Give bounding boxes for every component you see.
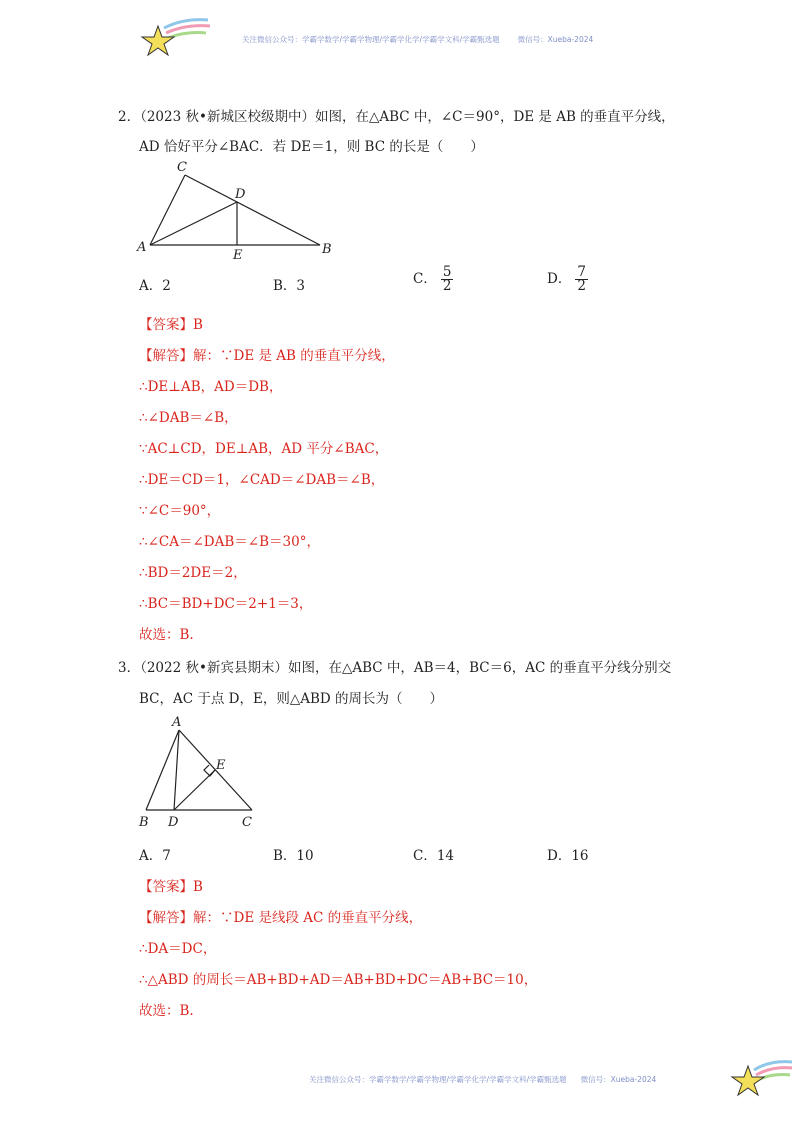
label-e: E (216, 758, 226, 773)
q2-option-a: A．2 (139, 278, 171, 294)
footer-text: 关注微信公众号：学霸学数学/学霸学物理/学霸学化学/学霸学文科/学霸甄选题 微信号：Xueba-2024 (309, 1075, 657, 1084)
q3-option-c: C．14 (413, 848, 455, 864)
shooting-star-logo-icon (730, 1054, 794, 1098)
q3-stem-line1: 3．（2022 秋•新宾县期末）如图，在△ABC 中，AB＝4，BC＝6，AC 的垂直平分线分别交 (118, 660, 672, 676)
q2-solution-line: ∴∠DAB＝∠B， (139, 410, 238, 426)
q2-solution-line: ∴DE＝CD＝1，∠CAD＝∠DAB＝∠B， (139, 472, 385, 488)
q3-option-a: A．7 (139, 848, 171, 864)
label-c: C (242, 815, 252, 830)
q2-solution-line: ∴∠CA＝∠DAB＝∠B＝30°， (139, 534, 320, 550)
q2-option-c: C． $\frac{5}{2}$ (413, 264, 452, 294)
q2-solution-line: ∵∠C＝90°， (139, 503, 221, 519)
label-b: B (322, 242, 332, 257)
q2-stem-line2: AD 恰好平分∠BAC．若 DE＝1，则 BC 的长是（ ） (139, 139, 484, 155)
q3-answer: 【答案】B (139, 879, 203, 895)
q3-solution-line: 【解答】解：∵DE 是线段 AC 的垂直平分线， (139, 910, 423, 926)
header-text: 关注微信公众号：学霸学数学/学霸学物理/学霸学化学/学霸学文科/学霸甄选题 微信号：Xueba-2024 (242, 35, 594, 44)
q2-stem-line1: 2．（2023 秋•新城区校级期中）如图，在△ABC 中，∠C＝90°，DE 是 AB 的垂直平分线， (118, 109, 675, 125)
q2-solution-line: ∴DE⊥AB，AD＝DB， (139, 379, 283, 395)
shooting-star-logo-icon (140, 14, 212, 58)
q2-triangle-figure (130, 155, 350, 265)
label-d: D (235, 187, 246, 202)
q2-solution-line: ∵AC⊥CD，DE⊥AB，AD 平分∠BAC， (139, 441, 389, 457)
q3-solution-line: ∴△ABD 的周长＝AB+BD+AD＝AB+BD+DC＝AB+BC＝10， (139, 972, 538, 988)
label-e: E (233, 248, 243, 263)
label-a: A (172, 715, 182, 730)
q2-solution-line: ∴BD＝2DE＝2， (139, 565, 247, 581)
q3-triangle-figure (130, 712, 280, 834)
q2-solution-line: 故选：B. (139, 627, 194, 643)
q3-option-d: D．16 (547, 848, 589, 864)
q2-option-d: D． $\frac{7}{2}$ (547, 264, 586, 294)
q3-solution-line: 故选：B. (139, 1003, 194, 1019)
q2-solution-line: 【解答】解：∵DE 是 AB 的垂直平分线， (139, 348, 395, 364)
q3-option-b: B．10 (273, 848, 314, 864)
q3-stem-line2: BC，AC 于点 D，E，则△ABD 的周长为（ ） (139, 691, 444, 707)
label-a: A (137, 240, 147, 255)
q2-solution-line: ∴BC＝BD+DC＝2+1＝3， (139, 596, 313, 612)
label-b: B (139, 815, 149, 830)
label-d: D (168, 815, 179, 830)
q2-answer: 【答案】B (139, 317, 203, 333)
q2-option-b: B．3 (273, 278, 306, 294)
label-c: C (177, 160, 187, 175)
q3-solution-line: ∴DA＝DC， (139, 941, 217, 957)
